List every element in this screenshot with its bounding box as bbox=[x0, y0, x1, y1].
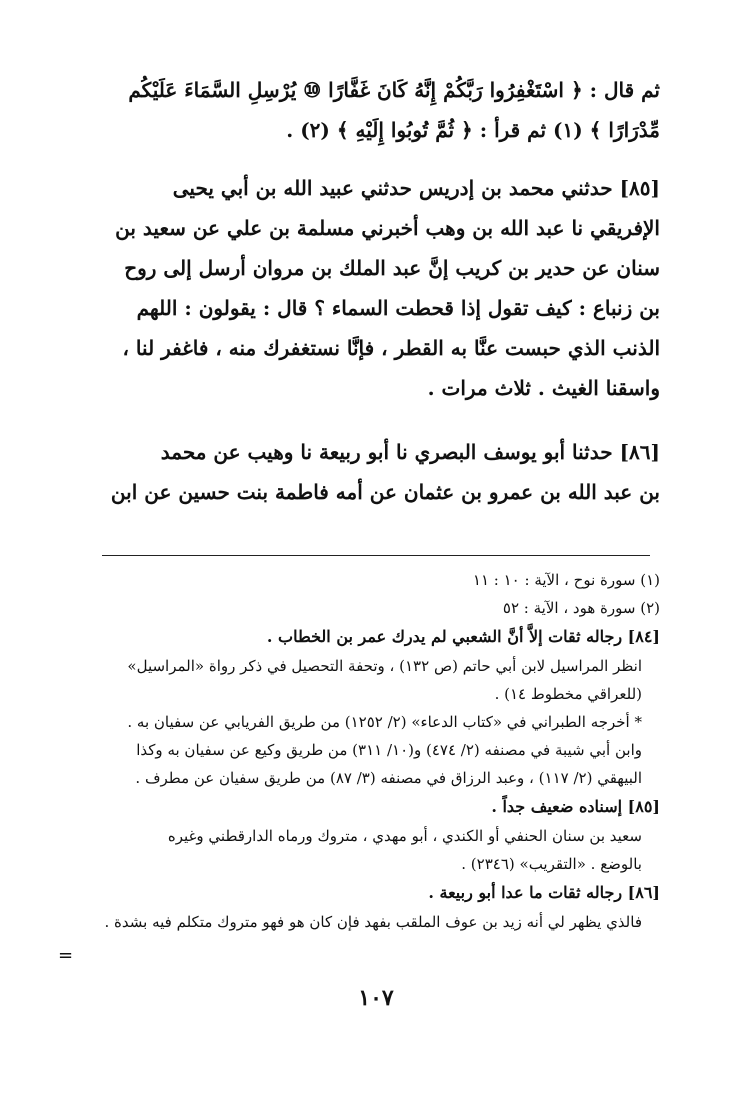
footnote-1: (١) سورة نوح ، الآية : ١٠ : ١١ bbox=[472, 571, 660, 589]
hadith-86-paragraph bbox=[100, 432, 660, 512]
hadith-85-line: الذنب الذي حبست عنَّا به القطر ، فإنَّا نستغفرك منه ، فاغفر لنا ، bbox=[122, 336, 660, 360]
page-number: ١٠٧ bbox=[358, 985, 394, 1011]
note-86-body: فالذي يظهر لي أنه زيد بن عوف الملقب بفهد فإن كان هو فهو متروك متكلم فيه بشدة . bbox=[104, 913, 642, 931]
continuation-mark: = bbox=[58, 945, 74, 966]
hadith-85-line: [٨٥] حدثني محمد بن إدريس حدثني عبيد الله بن أبي يحيى bbox=[172, 176, 660, 200]
note-84-body: انظر المراسيل لابن أبي حاتم (ص ١٣٢) ، وتحفة التحصيل في ذكر رواة «المراسيل» bbox=[127, 657, 642, 675]
quote-line-2: مِّدْرَارًا ﴾ (١) ثم قرأ : ﴿ ثُمَّ تُوبُوا إِلَيْهِ ﴾ (٢) . bbox=[286, 118, 660, 142]
note-84-takhrij: البيهقي (٢/ ١١٧) ، وعبد الرزاق في مصنفه (٣/ ٨٧) من طريق سفيان عن مطرف . bbox=[135, 769, 642, 787]
note-86-heading: [٨٦] رجاله ثقات ما عدا أبو ربيعة . bbox=[428, 883, 660, 902]
note-85-body: سعيد بن سنان الحنفي أو الكندي ، أبو مهدي ، متروك ورماه الدارقطني وغيره bbox=[167, 827, 642, 845]
note-84-body: (للعراقي مخطوط ١٤) . bbox=[494, 685, 642, 703]
footnote-2: (٢) سورة هود ، الآية : ٥٢ bbox=[502, 599, 660, 617]
note-85-body: بالوضع . «التقريب» (٢٣٤٦) . bbox=[461, 855, 642, 873]
note-84-takhrij: وابن أبي شيبة في مصنفه (٢/ ٤٧٤) و(١٠/ ٣١١) من طريق وكيع عن سفيان به وكذا bbox=[136, 741, 642, 759]
footnote-separator bbox=[102, 555, 650, 556]
footnotes bbox=[100, 566, 660, 936]
note-84-heading: [٨٤] رجاله ثقات إلاَّ أنَّ الشعبي لم يدرك عمر بن الخطاب . bbox=[266, 627, 660, 646]
hadith-86-line: [٨٦] حدثنا أبو يوسف البصري نا أبو ربيعة نا وهيب عن محمد bbox=[160, 440, 660, 464]
quran-quote bbox=[100, 70, 660, 150]
hadith-85-line: واسقنا الغيث . ثلاث مرات . bbox=[427, 376, 660, 400]
hadith-85-paragraph bbox=[100, 168, 660, 408]
hadith-86-line: بن عبد الله بن عمرو بن عثمان عن أمه فاطمة بنت حسين عن ابن bbox=[110, 480, 660, 504]
note-84-takhrij: * أخرجه الطبراني في «كتاب الدعاء» (٢/ ١٢٥٢) من طريق الفريابي عن سفيان به . bbox=[127, 713, 642, 731]
hadith-85-line: سنان عن حدير بن كريب إنَّ عبد الملك بن مروان أرسل إلى روح bbox=[124, 256, 660, 280]
quote-line-1: ثم قال : ﴿ اسْتَغْفِرُوا رَبَّكُمْ إِنَّهُ كَانَ غَفَّارًا ⑩ يُرْسِلِ السَّمَاءَ عَلَيْكُم bbox=[128, 78, 660, 102]
note-85-heading: [٨٥] إسناده ضعيف جداً . bbox=[491, 797, 660, 816]
hadith-85-line: بن زنباع : كيف تقول إذا قحطت السماء ؟ قال : يقولون : اللهم bbox=[136, 296, 660, 320]
hadith-85-line: الإفريقي نا عبد الله بن وهب أخبرني مسلمة بن علي عن سعيد بن bbox=[115, 216, 660, 240]
